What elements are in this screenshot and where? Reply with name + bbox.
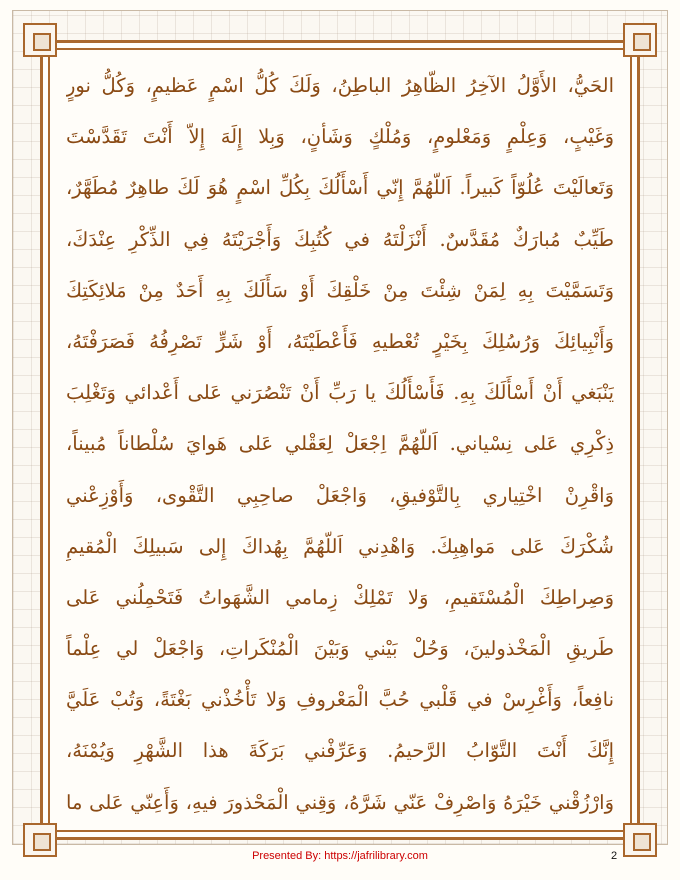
text-line: وَغَيْبٍ، وَعِلْمٍ وَمَعْلومٍ، وَمُلْكٍ وَشَأنٍ، وَبِلا إِلَهَ إِلاّ أَنْتَ تَقَدَّسْتَ	[66, 125, 614, 149]
text-line: ذِكْرِي عَلى نِسْياني. اَللّهُمَّ اِجْعَلْ لِعَقْلي عَلى هَوايَ سُلْطاناً مُبيناً،	[66, 432, 614, 456]
corner-ornament-icon	[23, 23, 57, 57]
corner-ornament-icon	[623, 23, 657, 57]
text-line: طَيِّبٌ مُبارَكٌ مُقَدَّسٌ. أَنْزَلْتَهُ في كُتُبِكَ وَأَجْرَيْتَهُ فِي الذِّكْرِ عِنْدَكَ،	[66, 227, 614, 251]
text-line: الحَيُّ، الأَوَّلُ الآخِرُ الظّاهِرُ الباطِنُ، وَلَكَ كُلُّ اسْمٍ عَظيمٍ، وَكُلُّ نورٍ	[66, 74, 614, 97]
text-line: نافِعاً، وَأَغْرِسْ في قَلْبي حُبَّ الْمَعْروفِ وَلا تَأْخُذْني بَغْتَةً، وَتُبْ عَلَيَّ	[66, 688, 614, 712]
prayer-text-body	[66, 60, 614, 828]
text-line: وَأَنْبِيائِكَ وَرُسُلِكَ بِخَيْرٍ تُعْطيهِ فَأَعْطَيْتَهُ، أَوْ شَرٍّ تَصْرِفُهُ فَصَرَفْتَهُ،	[66, 329, 614, 353]
text-line: وَتَسَمَّيْتَ بِهِ لِمَنْ شِئْتَ مِنْ خَلْقِكَ أَوْ سَأَلَكَ بِهِ أَحَدٌ مِنْ مَلائِكَتِكَ	[66, 278, 614, 302]
footer-credit-link[interactable]: Presented By: https://jafrilibrary.com	[252, 850, 428, 862]
text-line: وَتَعالَيْتَ عُلُوّاً كَبيراً. اَللّهُمَّ إِنّي أَسْأَلُكَ بِكُلِّ اسْمٍ هُوَ لَكَ طاهِرٌ مُطَهَّرٌ،	[66, 176, 614, 200]
text-line: شُكْرَكَ عَلى مَواهِبِكَ. وَاهْدِني اَللّهُمَّ بِهُداكَ إِلى سَبيلِكَ الْمُقيمِ	[66, 534, 614, 558]
text-line: وَصِراطِكَ الْمُسْتَقيمِ، وَلا تَمْلِكْ زِمامي الشَّهَواتُ فَتَحْمِلُني عَلى	[66, 585, 614, 609]
text-line: وَارْزُقْني خَيْرَهُ وَاصْرِفْ عَنّي شَرَّهُ، وَقِني الْمَحْذورَ فيهِ، وَأَعِنّي عَلى ما	[66, 790, 614, 814]
text-line: وَاقْرِنْ اخْتِياري بِالتَّوْفيقِ، وَاجْعَلْ صاحِبِي التَّقْوى، وَأَوْزِعْني	[66, 483, 614, 507]
text-line: إِنَّكَ أَنْتَ التَّوّابُ الرَّحيمُ. وَعَرِّفْني بَرَكَةَ هذا الشَّهْرِ وَيُمْنَهُ،	[66, 739, 614, 763]
text-line: يَنْبَغي أَنْ أَسْأَلَكَ بِهِ. فَأَسْأَلُكَ يا رَبِّ أَنْ تَنْصُرَني عَلى أَعْدائي وَتَغْلِبَ	[66, 381, 614, 405]
page-number: 2	[611, 850, 618, 862]
text-line: طَريقِ الْمَخْذولينَ، وَحُلْ بَيْني وَبَيْنَ الْمُنْكَراتِ، وَاجْعَلْ لي عِلْماً	[66, 637, 614, 661]
